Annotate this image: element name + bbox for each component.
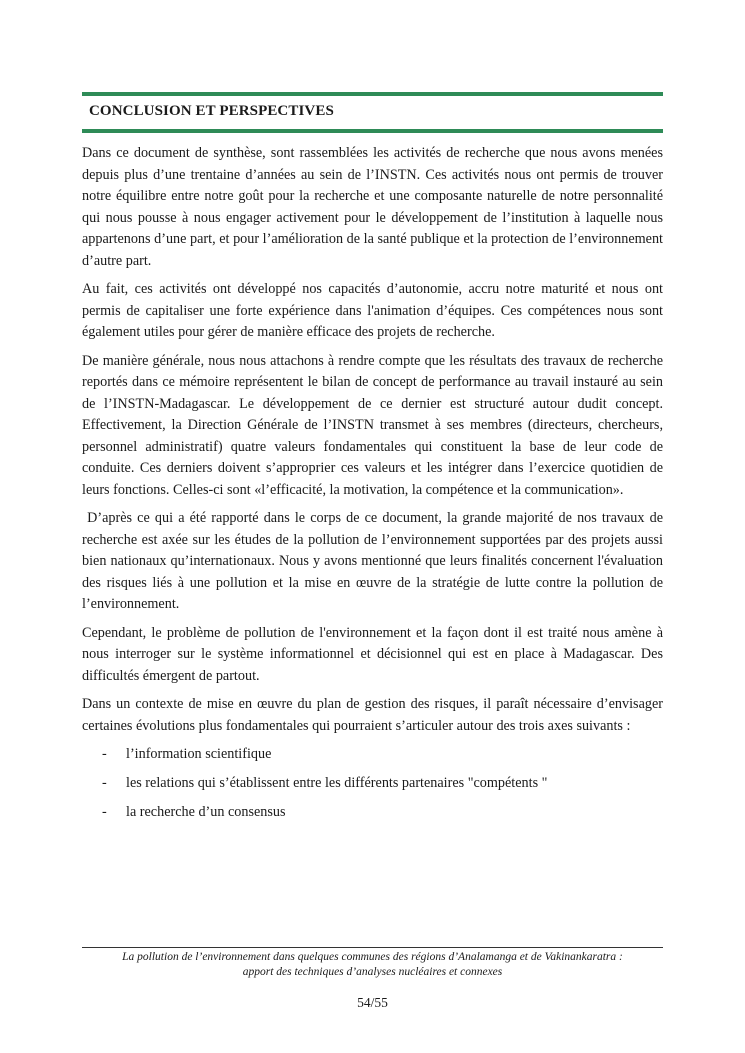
paragraph: Dans ce document de synthèse, sont rassemblées les activités de recherche que nous avons menées depuis plus d’une trentaine d’années au sein de l’INSTN. Ces activités nous ont permis de trouver notre équilibre entre notre goût pour la recherche et une composante naturelle de notre personnalité qui nous pousse à nous engager activement pour le développement de l’institution à laquelle nous appartenons d’une part, et pour l’amélioration de la santé publique et la protection de l’environnement d’autre part.	[82, 145, 663, 269]
page-number: 54/55	[357, 995, 388, 1010]
footer-line-2: apport des techniques d’analyses nucléaires et connexes	[242, 966, 503, 978]
list-item	[82, 802, 663, 824]
list-dash: -	[102, 804, 107, 820]
list-dash: -	[102, 746, 107, 762]
body-text	[82, 143, 667, 831]
footer-line-1: La pollution de l’environnement dans quelques communes des régions d’Analamanga et de Vakinankaratra :	[122, 951, 623, 963]
paragraph: Cependant, le problème de pollution de l'environnement et la façon dont il est traité nous amène à nous interroger sur le système informationnel et décisionnel qui est en place à Madagascar. Des difficultés émergent de partout.	[82, 624, 663, 684]
axes-list	[82, 744, 663, 824]
list-item-text: l’information scientifique	[126, 746, 272, 762]
paragraph: D’après ce qui a été rapporté dans le corps de ce document, la grande majorité de nos travaux de recherche est axée sur les études de la pollution de l’environnement supportées par des projets aussi bien nationaux qu’internationaux. Nous y avons mentionné que leurs finalités concernent l'évaluation des risques liés à une pollution et la mise en œuvre de la stratégie de lutte contre la pollution de l’environnement.	[82, 510, 667, 612]
paragraph: Au fait, ces activités ont développé nos capacités d’autonomie, accru notre maturité et nous ont permis de capitaliser une forte expérience dans l'animation d’équipes. Ces compétences nous sont également utiles pour gérer de manière efficace des projets de recherche.	[82, 281, 663, 340]
running-footer	[82, 950, 663, 980]
list-item	[82, 744, 663, 766]
list-item-text: la recherche d’un consensus	[126, 804, 286, 820]
section-bottom-rule	[82, 129, 663, 133]
list-item	[82, 773, 663, 795]
list-dash: -	[102, 775, 107, 791]
list-item-text: les relations qui s’établissent entre les différents partenaires "compétents "	[126, 775, 548, 791]
paragraph: De manière générale, nous nous attachons à rendre compte que les résultats des travaux de recherche reportés dans ce mémoire représentent le bilan de concept de performance au travail instauré au sein de l’INSTN-Madagascar. Le développement de ce dernier est structuré autour dudit concept. Effectivement, la Direction Générale de l’INSTN transmet à ses membres (directeurs, chercheurs, personnel administratif) quatre valeurs fondamentales qui constituent la base de leur code de conduite. Ces derniers doivent s’approprier ces valeurs et les intégrer dans l’exercice quotidien de leurs fonctions. Celles-ci sont «l’efficacité, la motivation, la compétence et la communication».	[82, 352, 663, 498]
paragraph: Dans un contexte de mise en œuvre du plan de gestion des risques, il paraît nécessaire d’envisager certaines évolutions plus fondamentales qui pourraient s’articuler autour des trois axes suivants :	[82, 696, 663, 734]
footer-rule	[82, 947, 663, 948]
section-title: CONCLUSION ET PERSPECTIVES	[89, 103, 334, 119]
section-top-rule	[82, 92, 663, 96]
